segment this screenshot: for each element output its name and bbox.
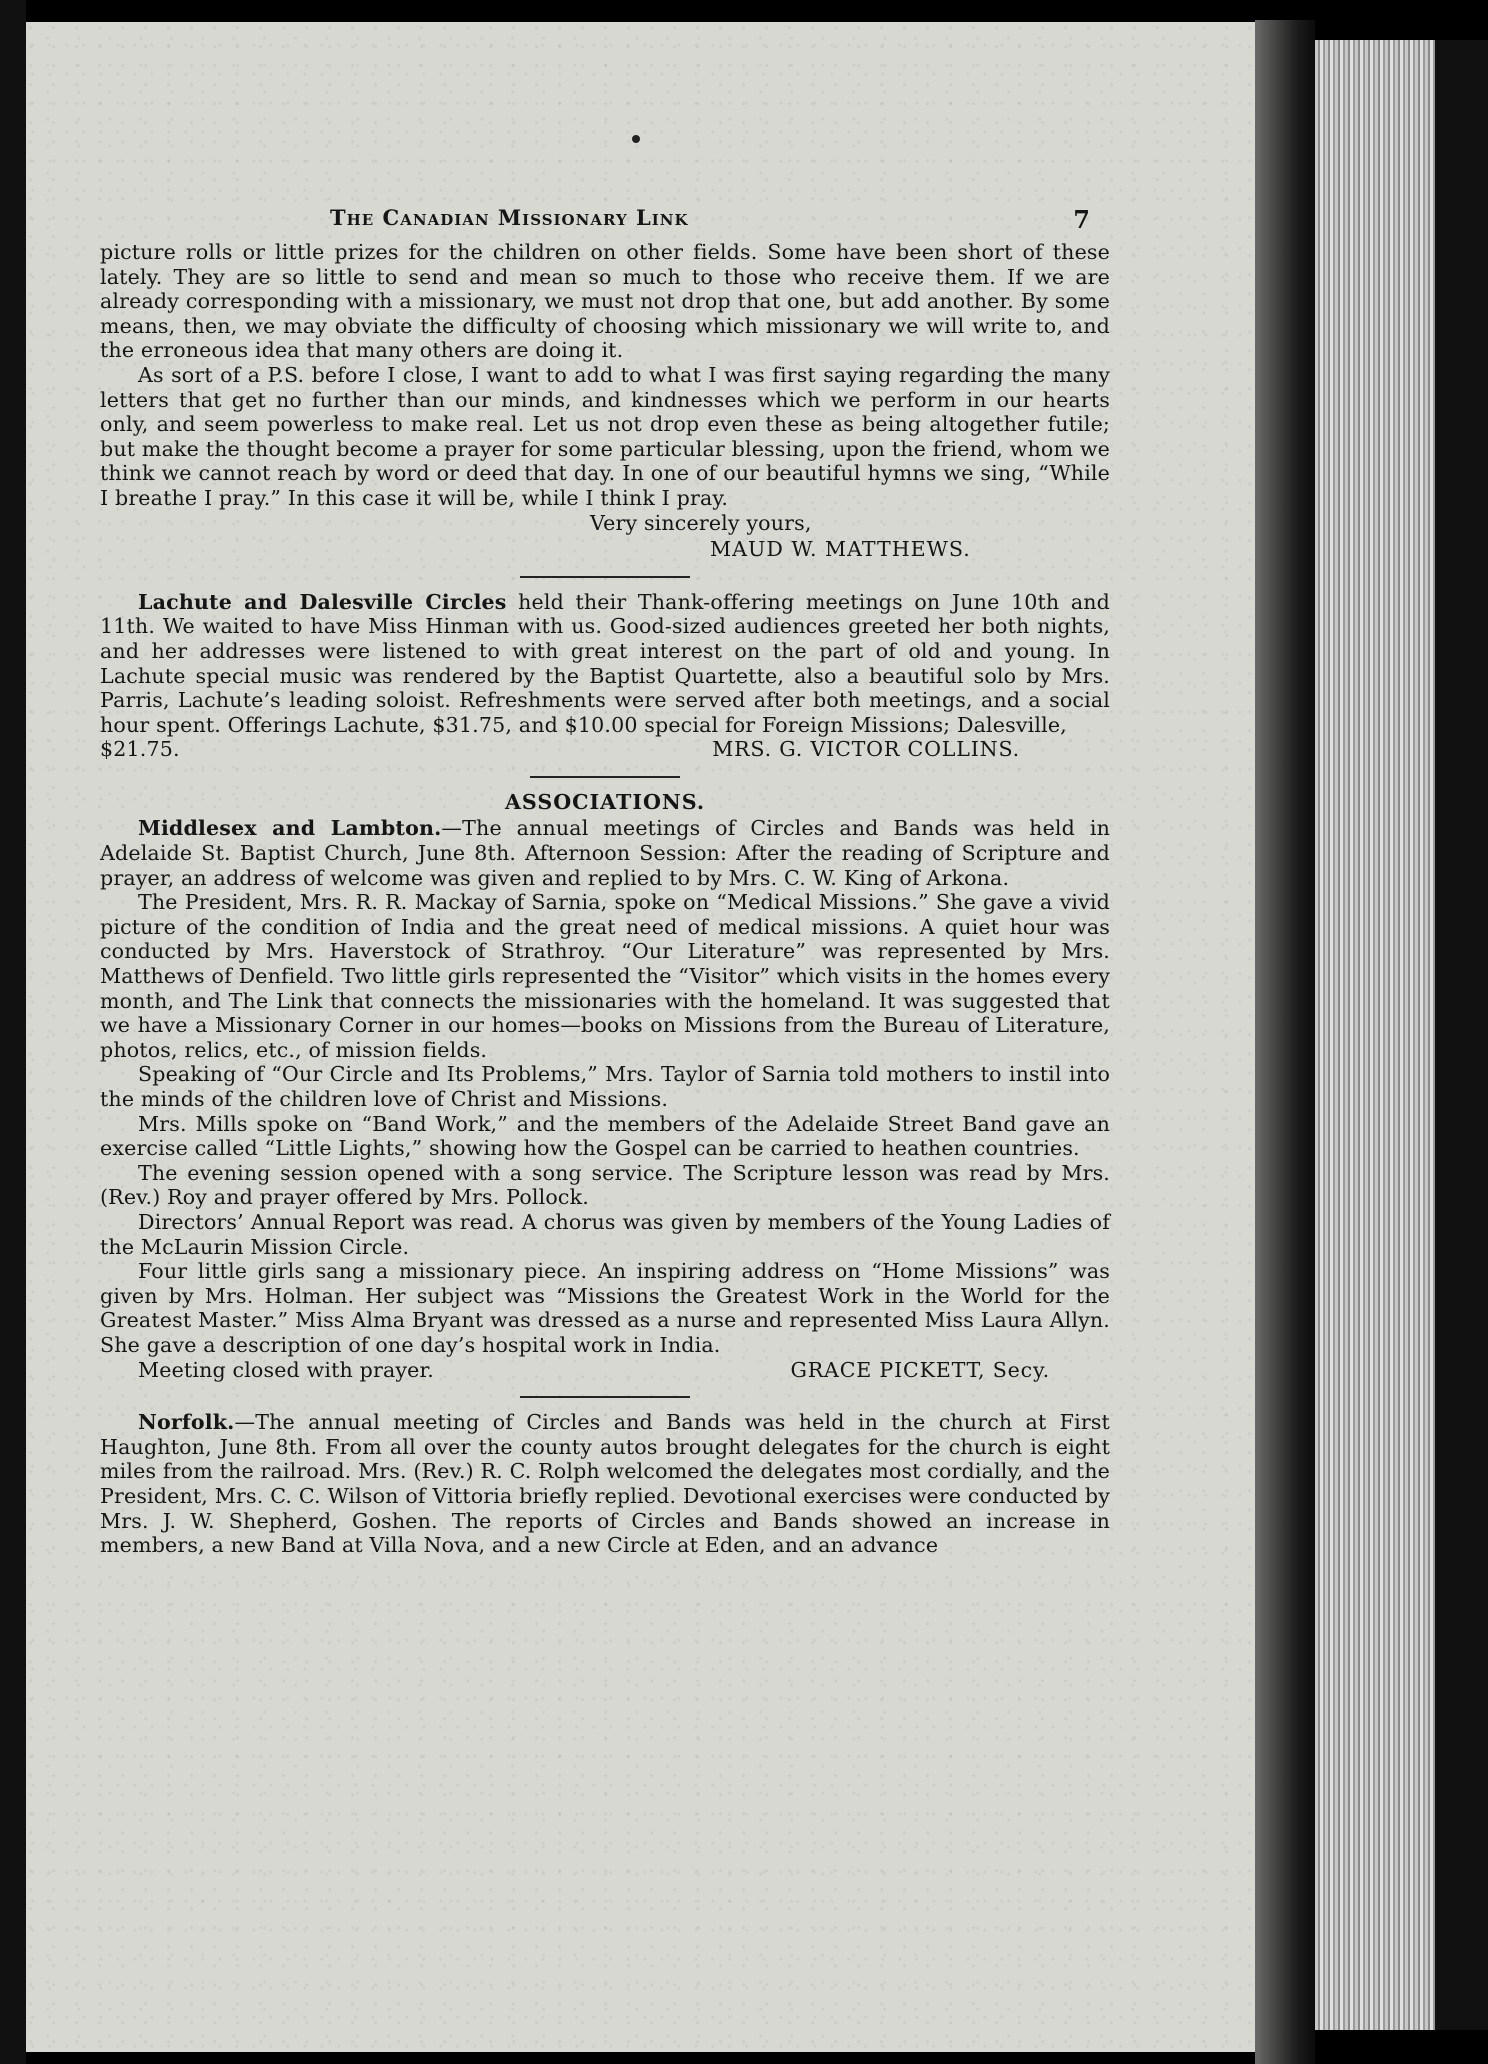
lachute-signature: MRS. G. VICTOR COLLINS. [712,737,1020,762]
middlesex-paragraph [100,816,1110,890]
lachute-body: held their Thank-offering meetings on June 10th and 11th. We waited to have Miss Hinman with us. Good-sized audiences greeted her both nights, and her addresses were listened to with great interest on the part of old and young. In Lachute special music was rendered by the Baptist Quartette, also a beautiful solo by Mrs. Parris, Lachute’s leading soloist. Refreshments were served after both meetings, and a social hour spent. Offerings Lachute, $31.75, and $10.00 special for Foreign Missions; Dalesville, [100,589,1111,737]
middlesex-paragraph: Mrs. Mills spoke on “Band Work,” and the members of the Adelaide Street Band gave an exercise called “Little Lights,” showing how the Gospel can be carried to heathen countries. [100,1111,1110,1161]
middlesex-paragraph: The evening session opened with a song service. The Scripture lesson was read by Mrs. (Rev.) Roy and prayer offered by Mrs. Pollock. [100,1160,1110,1210]
associations-section [100,790,1110,1558]
middlesex-paragraph: Directors’ Annual Report was read. A chorus was given by members of the Young Ladies of the McLaurin Mission Circle. [100,1209,1110,1259]
letter-paragraph: As sort of a P.S. before I close, I want to add to what I was first saying regarding the many letters that get no further than our minds, and kindnesses which we perform in our hearts only, and seem powerless to make real. Let us not drop even these as being altogether futile; but make the thought become a prayer for some particular blessing, upon the friend, whom we think we cannot reach by word or deed that day. In one of our beautiful hymns we sing, “While I breathe I pray.” In this case it will be, while I think I pray. [100,362,1110,510]
norfolk-body: —The annual meeting of Circles and Bands was held in the church at First Haughton, June 8th. From all over the county autos brought delegates for the church is eight miles from the railroad. Mrs. (Rev.) R. C. Rolph welcomed the delegates most cordially, and the President, Mrs. C. C. Wilson of Vittoria briefly replied. Devotional exercises were conducted by Mrs. J. W. Shepherd, Goshen. The reports of Circles and Bands showed an increase in members, a new Band at Villa Nova, and a new Circle at Eden, and an advance [100,1410,1110,1558]
middlesex-paragraph: Speaking of “Our Circle and Its Problems,” Mrs. Taylor of Sarnia told mothers to instil into the minds of the children love of Christ and Missions. [100,1062,1110,1111]
letter-valediction: Very sincerely yours, [590,510,812,535]
section-divider [520,576,690,578]
running-title: The Canadian Missionary Link [330,205,689,230]
middlesex-run-in: Middlesex and Lambton. [138,816,442,841]
book-page-edges [1315,40,1435,2030]
lachute-run-in: Lachute and Dalesville Circles [138,589,507,614]
lachute-byline [100,737,1110,762]
middlesex-paragraph: Four little girls sang a missionary piece. An inspiring address on “Home Missions” was given by Mrs. Holman. Her subject was “Missions the Greatest Work in the World for the Greatest Master.” Miss Alma Bryant was dressed as a nurse and represented Miss Laura Allyn. She gave a description of one day’s hospital work in India. [100,1259,1110,1357]
section-divider [520,1396,690,1398]
letter-section [100,240,1110,562]
scan-left-edge [0,0,26,2064]
middlesex-byline [100,1358,1110,1383]
page-header [330,205,1090,235]
lachute-section [100,590,1110,762]
middlesex-paragraph: The President, Mrs. R. R. Mackay of Sarnia, spoke on “Medical Missions.” She gave a vivid picture of the condition of India and the great need of medical missions. A quiet hour was conducted by Mrs. Haverstock of Strathroy. “Our Literature” was represented by Mrs. Matthews of Denfield. Two little girls represented the “Visitor” which visits in the homes every month, and The Link that connects the missionaries with the homeland. It was suggested that we have a Missionary Corner in our homes—books on Missions from the Bureau of Literature, photos, relics, etc., of mission fields. [100,890,1110,1062]
page-body [100,240,1110,1558]
page-number: 7 [1073,205,1090,234]
book-edge-shadow [1435,40,1488,2030]
middlesex-intro: —The annual meetings of Circles and Bands was held in Adelaide St. Baptist Church, June 8th. Afternoon Session: After the reading of Scripture and prayer, an address of welcome was given and replied to by Mrs. C. W. King of Arkona. [100,816,1110,890]
norfolk-paragraph [100,1410,1110,1558]
letter-signature: MAUD W. MATTHEWS. [710,537,971,562]
associations-heading: ASSOCIATIONS. [504,789,706,814]
letter-paragraph: picture rolls or little prizes for the children on other fields. Some have been short of these lately. They are so little to send and mean so much to those who receive them. If we are already corresponding with a missionary, we must not drop that one, but add another. By some means, then, we may obviate the difficulty of choosing which missionary we will write to, and the erroneous idea that many others are doing it. [100,240,1110,363]
lachute-paragraph [100,590,1110,738]
ink-dot [632,135,640,143]
lachute-amount: $21.75. [100,737,180,762]
norfolk-run-in: Norfolk. [138,1410,235,1435]
middlesex-closing: Meeting closed with prayer. [138,1357,434,1382]
book-gutter [1255,20,1315,2064]
section-divider [530,776,680,778]
middlesex-signature: GRACE PICKETT, Secy. [790,1357,1050,1382]
